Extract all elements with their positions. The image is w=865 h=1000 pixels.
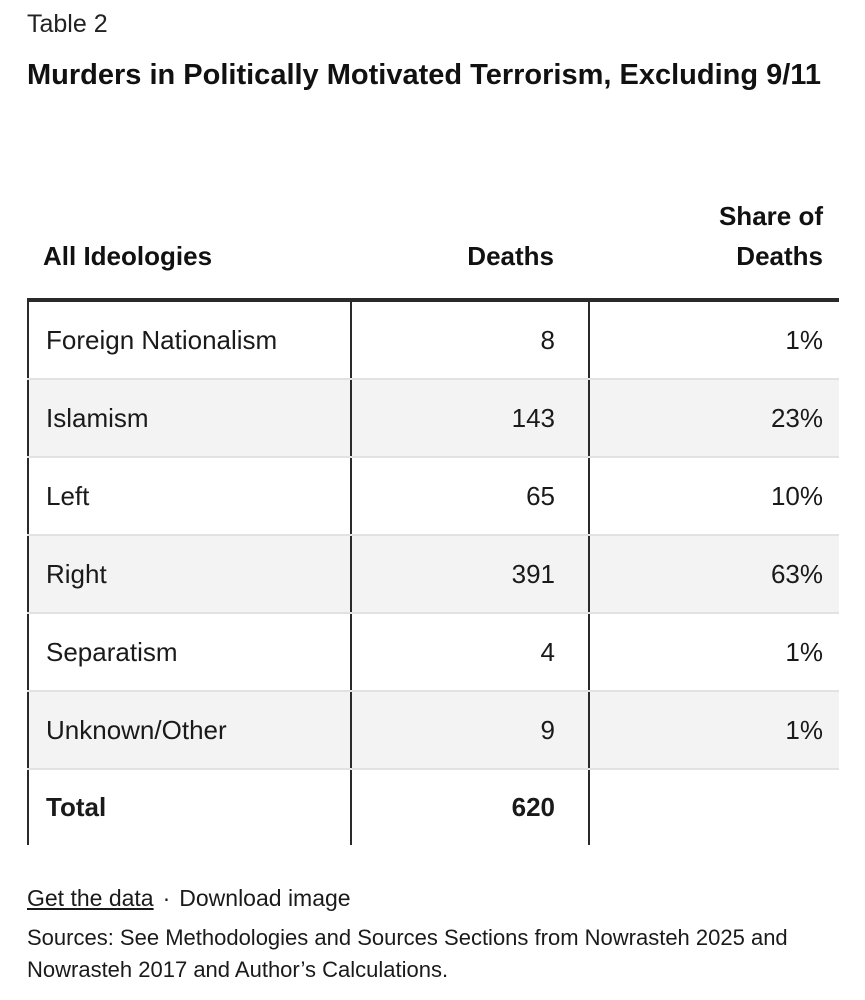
download-image-link[interactable]: Download image xyxy=(179,885,351,911)
share-cell: 1% xyxy=(588,692,839,768)
deaths-cell: 4 xyxy=(350,614,588,690)
table-total-row xyxy=(27,770,839,845)
deaths-cell: 8 xyxy=(350,302,588,378)
share-cell: 10% xyxy=(588,458,839,534)
table-label: Table 2 xyxy=(27,10,108,38)
ideology-cell: Left xyxy=(27,458,350,534)
table-header xyxy=(27,195,839,302)
column-header-ideology: All Ideologies xyxy=(43,241,213,271)
get-the-data-link[interactable]: Get the data xyxy=(27,885,154,911)
table-row xyxy=(27,458,839,536)
table-row xyxy=(27,380,839,458)
column-header-share: Share of Deaths xyxy=(718,201,823,271)
total-label-cell: Total xyxy=(27,770,350,845)
share-cell: 1% xyxy=(588,614,839,690)
ideology-cell: Separatism xyxy=(27,614,350,690)
ideology-cell: Islamism xyxy=(27,380,350,456)
ideology-cell: Foreign Nationalism xyxy=(27,302,350,378)
table-row xyxy=(27,536,839,614)
deaths-cell: 143 xyxy=(350,380,588,456)
total-deaths-cell: 620 xyxy=(350,770,588,845)
footer-separator: · xyxy=(162,885,171,911)
sources-note: Sources: See Methodologies and Sources Sections from Nowrasteh 2025 and Nowrasteh 2017 and Author’s Calculations. xyxy=(27,925,788,982)
table-row xyxy=(27,614,839,692)
share-cell: 63% xyxy=(588,536,839,612)
ideology-cell: Unknown/Other xyxy=(27,692,350,768)
table-row xyxy=(27,302,839,380)
column-header-deaths: Deaths xyxy=(467,241,554,271)
share-cell: 23% xyxy=(588,380,839,456)
share-cell: 1% xyxy=(588,302,839,378)
ideology-cell: Right xyxy=(27,536,350,612)
table-row xyxy=(27,692,839,770)
deaths-cell: 391 xyxy=(350,536,588,612)
deaths-cell: 65 xyxy=(350,458,588,534)
data-table xyxy=(27,195,839,845)
footer-links xyxy=(27,885,351,912)
total-share-cell xyxy=(588,770,839,845)
table-title: Murders in Politically Motivated Terrorism, Excluding 9/11 xyxy=(27,59,821,91)
deaths-cell: 9 xyxy=(350,692,588,768)
